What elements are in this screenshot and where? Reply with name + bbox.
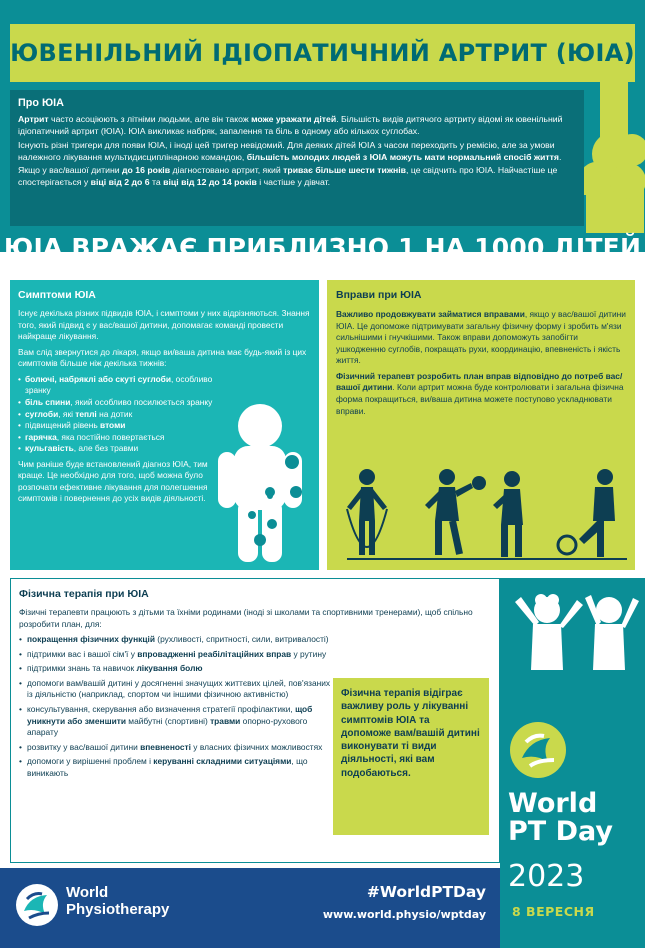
world-pt-day-logo-icon [508, 720, 568, 780]
about-section [10, 90, 584, 226]
symptoms-paragraph-3: Чим раніше буде встановлений діагноз ЮІА, тим краще. Це необхідно для того, щоб можна було розпочати ефективне лікування для полегшення симптомів і повернення до усіх видів діяльності. [18, 458, 208, 504]
pt-heading: Фізична терапія при ЮІА [19, 588, 149, 600]
list-item: • болючі, набряклі або скуті суглоби, особливо зранку [18, 374, 214, 397]
list-item: • розвитку у вас/вашої дитини впевненості у власних фізичних можливостях [19, 742, 331, 754]
world-pt-day-date: 8 ВЕРЕСНЯ [512, 904, 595, 919]
about-paragraph-3: Якщо у вас/вашої дитини до 16 років діагностовано артрит, який триває більше шести тижнів, це свідчить про ЮІА. Найчастіше це спостерігається у віці від 2 до 6 та віці від 12 до 14 років і частіше у дівчат. [18, 165, 558, 188]
symptoms-paragraph-1: Існує декілька різних підвидів ЮІА, і симптоми у них відрізняються. Знання того, який підвид є у вас/вашої дитини, допомагає команді провести найкраще лікування. [18, 308, 310, 342]
list-item: • підтримки знань та навичок лікування болю [19, 663, 331, 675]
exercise-paragraph-2: Фізичний терапевт розробить план вправ відповідно до потреб вас/вашої дитини. Коли артрит можна буде контролювати і загальна фізична форма покращиться, ви/ваша дитина можете поступово ускладнювати вправи. [336, 370, 624, 416]
about-paragraph-2: Існують різні тригери для появи ЮІА, і іноді цей тригер невідомий. Для деяких дітей ЮІА з часом переходить у ремісію, але за умови належного лікування мультидисциплінарною командою, більшість молодих людей з ЮІА можуть мати нормальний спосіб життя. [18, 139, 562, 162]
child-silhouette-illustration [212, 400, 308, 565]
list-item: • гарячка, яка постійно повертається [18, 432, 214, 444]
exercise-figures-illustration [327, 455, 635, 570]
exercise-paragraph-1: Важливо продовжувати займатися вправами, якщо у вас/вашої дитини ЮІА. Це допоможе підтримувати загальну фізичну форму і зробить м'язи сильнішими і гнучкішими. Також вправи допоможуть запобігти ушкодженню суглобів, покращать рухи, координацію, впевненість і якість життя. [336, 309, 626, 366]
exercise-heading: Вправи при ЮІА [336, 289, 422, 301]
organization-name: World Physiotherapy [66, 884, 170, 919]
pt-intro: Фізичні терапевти працюють з дітьми та їхніми родинами (іноді зі школами та спортивними тренерами), щоб спільно розробити план, для: [19, 607, 473, 629]
world-pt-day-title: World PT Day [508, 788, 614, 848]
list-item: • підвищений рівень втоми [18, 420, 214, 432]
symptoms-heading: Симптоми ЮІА [18, 289, 96, 301]
symptoms-list [18, 374, 214, 455]
list-item: • консультування, скерування або визначення стратегії профілактики, щоб уникнути або зменшити майбутні (спортивні) травми опорно-рухового апарату [19, 704, 331, 739]
world-pt-day-year: 2023 [508, 859, 585, 894]
list-item: • суглоби, які теплі на дотик [18, 409, 214, 421]
list-item: • допомоги вам/вашій дитині у досягненні значущих життєвих цілей, пов'язаних із діяльністю (наприклад, спортом чи іншими фізичною активністю) [19, 678, 331, 701]
list-item: • допомоги у вирішенні проблем і керуванні складними ситуаціями, що виникають [19, 756, 331, 779]
symptoms-paragraph-2: Вам слід звернутися до лікаря, якщо ви/ваша дитина має будь-який із цих симптомів більше ніж декілька тижнів: [18, 346, 307, 369]
hashtag: #WorldPTDay [366, 883, 486, 901]
website-link[interactable]: www.world.physio/wptday [322, 908, 486, 921]
title-banner [10, 24, 635, 82]
pt-callout: Фізична терапія відіграє важливу роль у лікуванні симптомів ЮІА та допоможе вам/вашій дитині виконувати ті види діяльності, які вам подобаються. [333, 678, 489, 835]
about-heading: Про ЮІА [18, 97, 64, 109]
world-physiotherapy-logo-icon [14, 882, 60, 928]
pt-list [19, 634, 331, 779]
headline-statistic: ЮІА ВРАЖАЄ ПРИБЛИЗНО 1 НА 1000 ДІТЕЙ [3, 233, 642, 262]
page-title: ЮВЕНІЛЬНИЙ ІДІОПАТИЧНИЙ АРТРИТ (ЮІА) [10, 39, 635, 67]
about-paragraph-1: Артрит часто асоціюють з літніми людьми, але він також може уражати дітей. Більшість видів дитячого артриту відомі як ювенільний ідіопатичний артрит (ЮІА). ЮІА викликає набряк, запалення та біль в одному або кількох суглобах. [18, 113, 563, 136]
list-item: • покращення фізичних функцій (рухливості, спритності, сили, витривалості) [19, 634, 331, 646]
list-item: • підтримки вас і вашої сім'ї у впровадженні реабілітаційних вправ у рутину [19, 649, 331, 661]
list-item: • біль спини, який особливо посилюється зранку [18, 397, 214, 409]
list-item: • кульгавість, але без травми [18, 443, 214, 455]
kids-illustration [505, 580, 645, 670]
